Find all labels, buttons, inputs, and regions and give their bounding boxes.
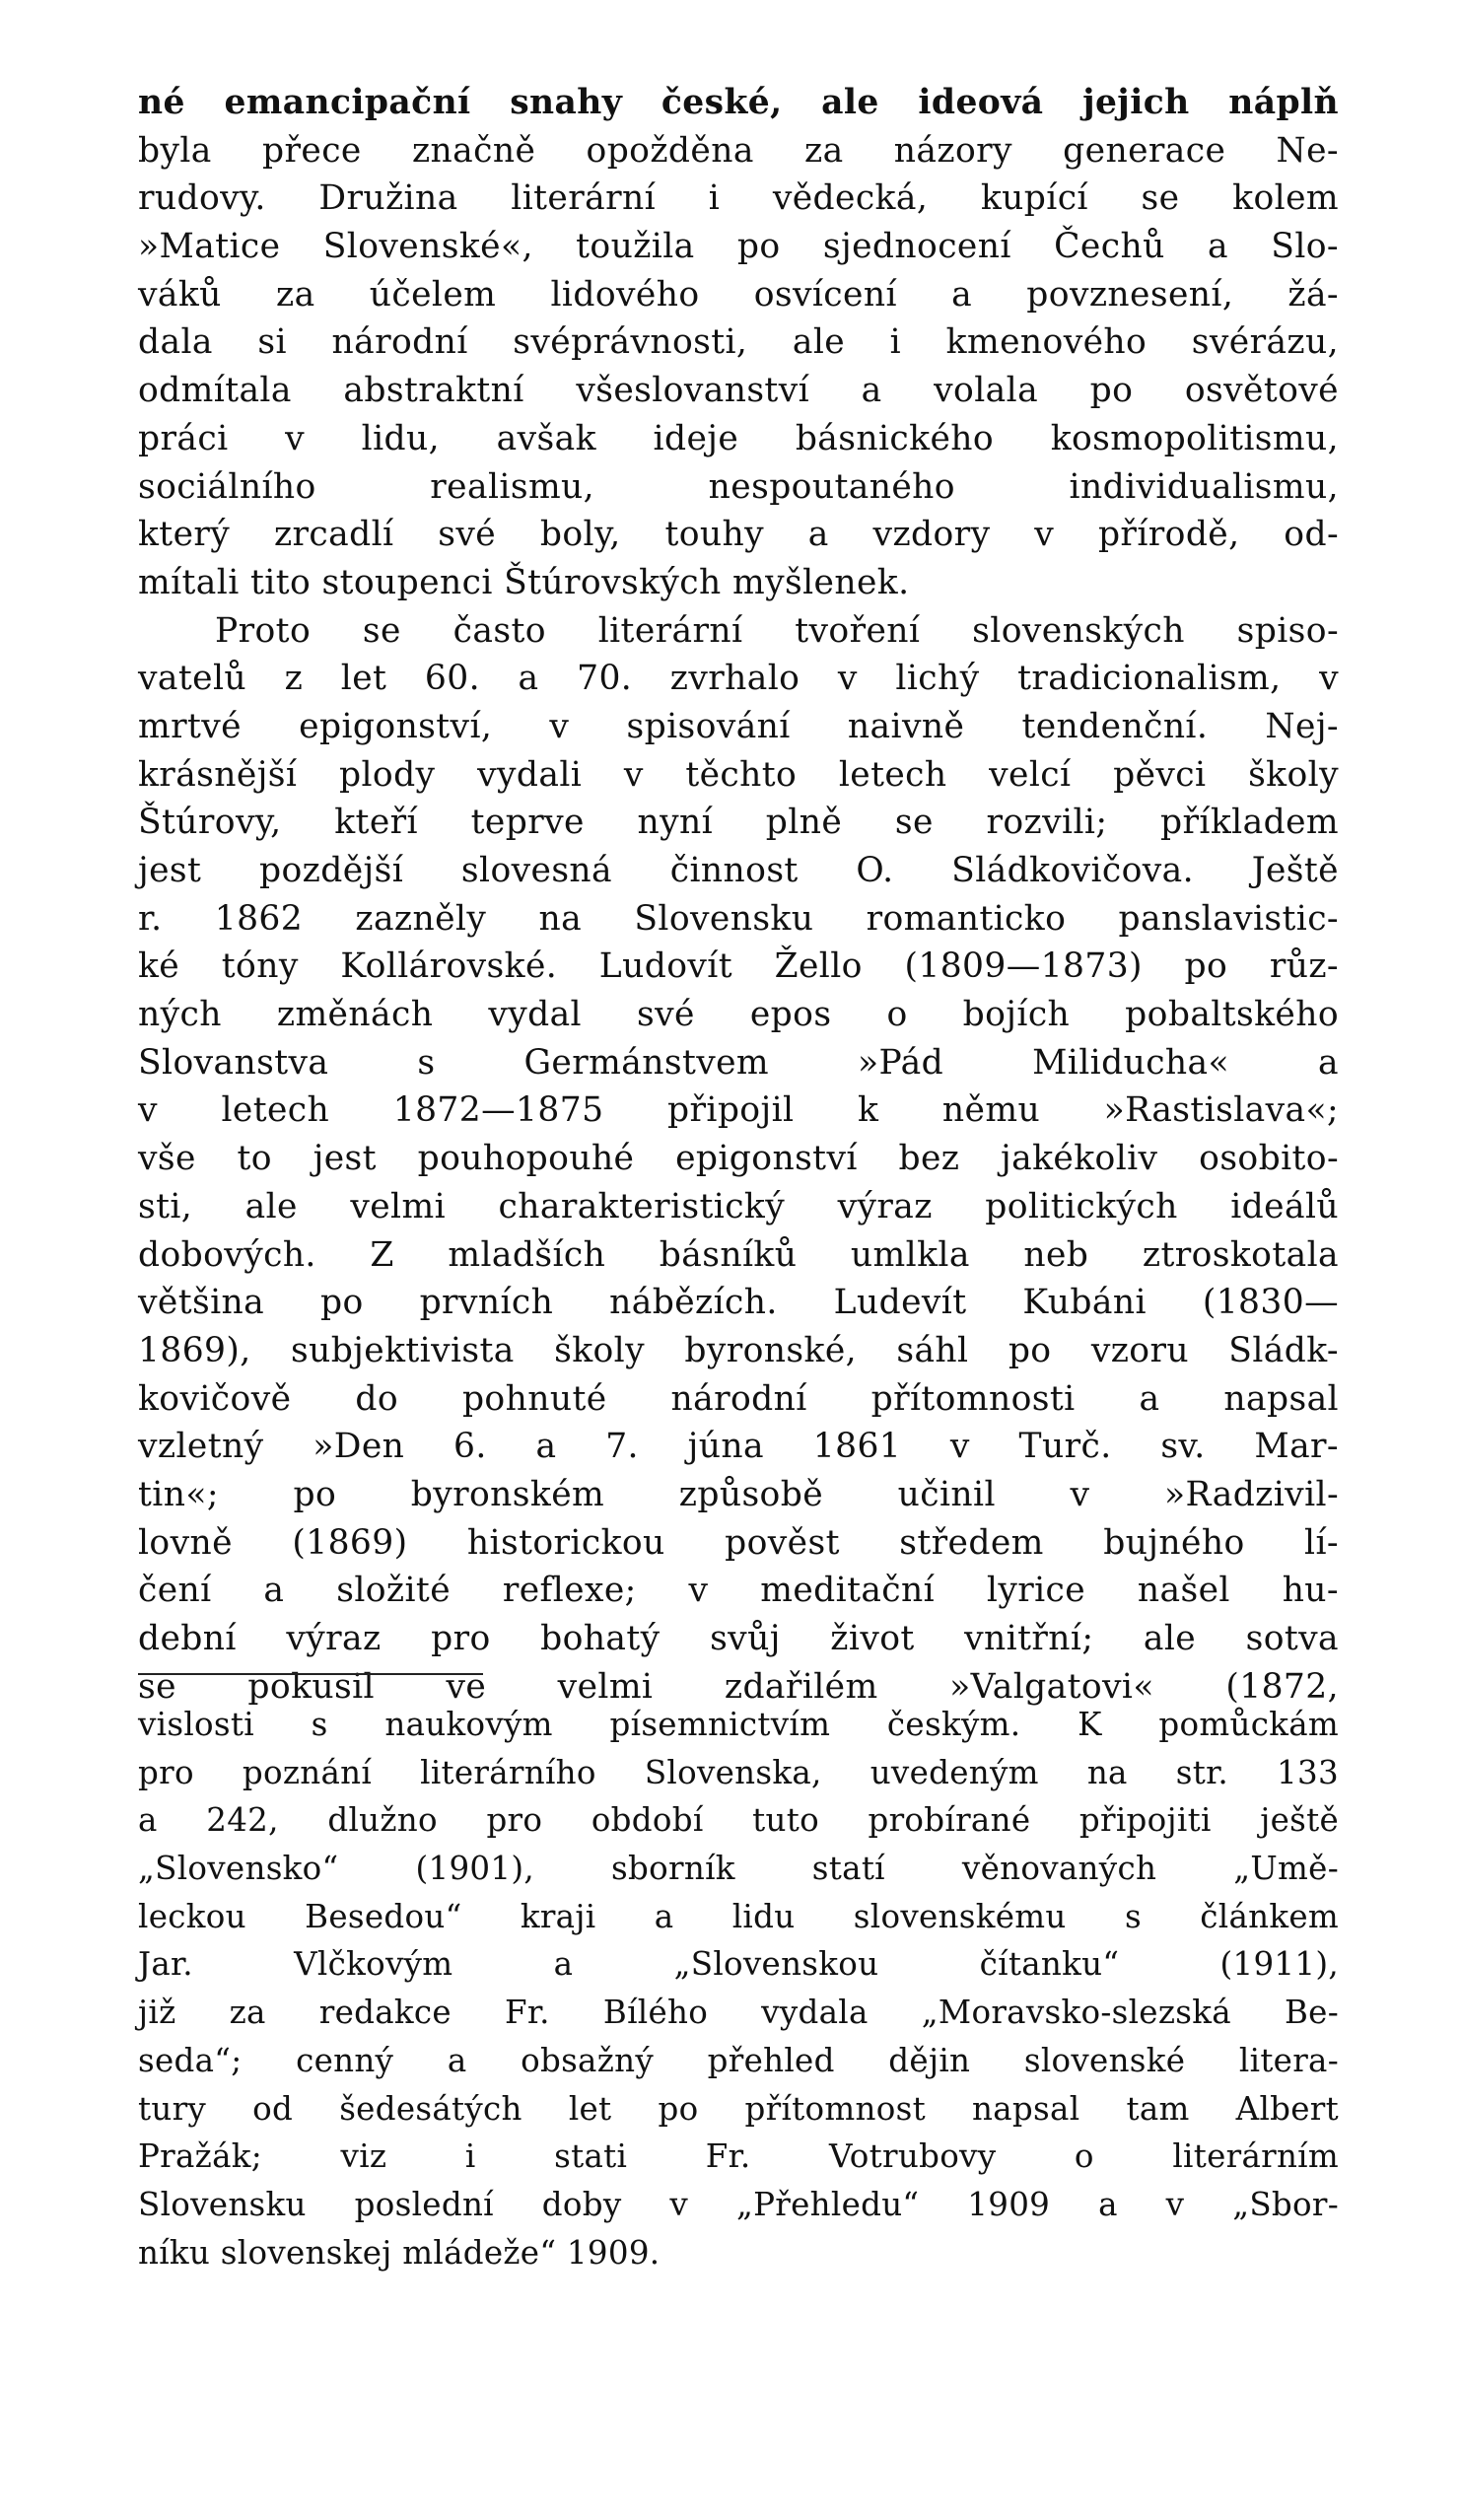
text-line: práci v lidu, avšak ideje básnického kosmopolitismu,	[138, 418, 1339, 458]
footnote-line: Jar. Vlčkovým a „Slovenskou čítanku“ (1911),	[138, 1945, 1339, 1984]
text-line: byla přece značně opožděna za názory generace Ne-	[138, 130, 1339, 171]
text-line: vše to jest pouhopouhé epigonství bez jakékoliv osobito-	[138, 1139, 1339, 1179]
text-line: Slovanstva s Germánstvem »Pád Miliducha« a	[138, 1042, 1339, 1083]
footnote-line: již za redakce Fr. Bílého vydala „Moravsko-slezská Be-	[138, 1994, 1339, 2032]
footnote-line: a 242, dlužno pro období tuto probírané připojiti ještě	[138, 1801, 1339, 1840]
text-line: ké tóny Kollárovské. Ludovít Žello (1809—1873) po růz-	[138, 946, 1339, 987]
footnote-line: Slovensku poslední doby v „Přehledu“ 1909 a v „Sbor-	[138, 2185, 1339, 2223]
text-line: kovičově do pohnuté národní přítomnosti a napsal	[138, 1378, 1339, 1419]
footnote-line: „Slovensko“ (1901), sborník statí věnovaných „Umě-	[138, 1850, 1339, 1888]
text-line: vatelů z let 60. a 70. zvrhalo v lichý tradicionalism, v	[138, 659, 1339, 699]
main-text-block	[138, 79, 1339, 1711]
text-line: Štúrovy, kteří teprve nyní plně se rozvili; příkladem	[138, 803, 1339, 843]
footnote-block	[138, 1704, 1339, 2279]
text-line: »Matice Slovenské«, toužila po sjednocení Čechů a Slo-	[138, 227, 1339, 267]
text-line: mítali tito stoupenci Štúrovských myšlenek.	[138, 562, 910, 602]
text-line: jest pozdější slovesná činnost O. Sládkovičova. Ještě	[138, 851, 1339, 890]
text-line: většina po prvních nábězích. Ludevít Kubáni (1830—	[138, 1283, 1339, 1323]
text-line: krásnější plody vydali v těchto letech velcí pěvci školy	[138, 754, 1339, 795]
text-line: 1869), subjektivista školy byronské, sáhl po vzoru Sládk-	[138, 1330, 1339, 1370]
text-line: r. 1862 zazněly na Slovensku romanticko panslavistic-	[138, 898, 1339, 939]
text-line: váků za účelem lidového osvícení a povznesení, žá-	[138, 274, 1339, 315]
text-line: ných změnách vydal své epos o bojích pobaltského	[138, 995, 1339, 1035]
text-line: se pokusil ve velmi zdařilém »Valgatovi« (1872,	[138, 1666, 1339, 1707]
text-line: odmítala abstraktní všeslovanství a volala po osvětové	[138, 371, 1339, 411]
text-line: mrtvé epigonství, v spisování naivně tendenční. Nej-	[138, 706, 1339, 746]
text-line: sociálního realismu, nespoutaného individualismu,	[138, 466, 1339, 507]
text-line: který zrcadlí své boly, touhy a vzdory v přírodě, od-	[138, 515, 1339, 555]
text-line: sti, ale velmi charakteristický výraz politických ideálů	[138, 1186, 1339, 1226]
text-line: tin«; po byronském způsobě učinil v »Radzivil-	[138, 1474, 1339, 1514]
text-line: dala si národní svéprávnosti, ale i kmenového svérázu,	[138, 322, 1339, 363]
footnote-divider	[138, 1673, 483, 1675]
footnote-line: vislosti s naukovým písemnictvím českým. K pomůckám	[138, 1706, 1339, 1743]
footnote-line: pro poznání literárního Slovenska, uvedeným na str. 133	[138, 1753, 1339, 1791]
text-line: čení a složité reflexe; v meditační lyrice našel hu-	[138, 1571, 1339, 1611]
footnote-line: leckou Besedou“ kraji a lidu slovenskému s článkem	[138, 1897, 1339, 1935]
text-line: lovně (1869) historickou pověst středem bujného lí-	[138, 1522, 1339, 1563]
text-line: né emancipační snahy české, ale ideová jejich náplň	[138, 83, 1339, 122]
text-line: rudovy. Družina literární i vědecká, kupící se kolem	[138, 178, 1339, 219]
footnote-line: Pražák; viz i stati Fr. Votrubovy o literárním	[138, 2137, 1339, 2176]
text-line: v letech 1872—1875 připojil k němu »Rastislava«;	[138, 1090, 1339, 1131]
footnote-line: níku slovenskej mládeže“ 1909.	[138, 2233, 661, 2272]
footnote-line: tury od šedesátých let po přítomnost napsal tam Albert	[138, 2089, 1339, 2128]
text-line: dební výraz pro bohatý svůj život vnitřní; ale sotva	[138, 1619, 1339, 1658]
footnote-line: seda“; cenný a obsažný přehled dějin slovenské litera-	[138, 2041, 1339, 2079]
text-line: dobových. Z mladších básníků umlkla neb ztroskotala	[138, 1234, 1339, 1275]
text-line: Proto se často literární tvoření slovenských spiso-	[215, 610, 1339, 651]
text-line: vzletný »Den 6. a 7. júna 1861 v Turč. sv. Mar-	[138, 1427, 1339, 1467]
